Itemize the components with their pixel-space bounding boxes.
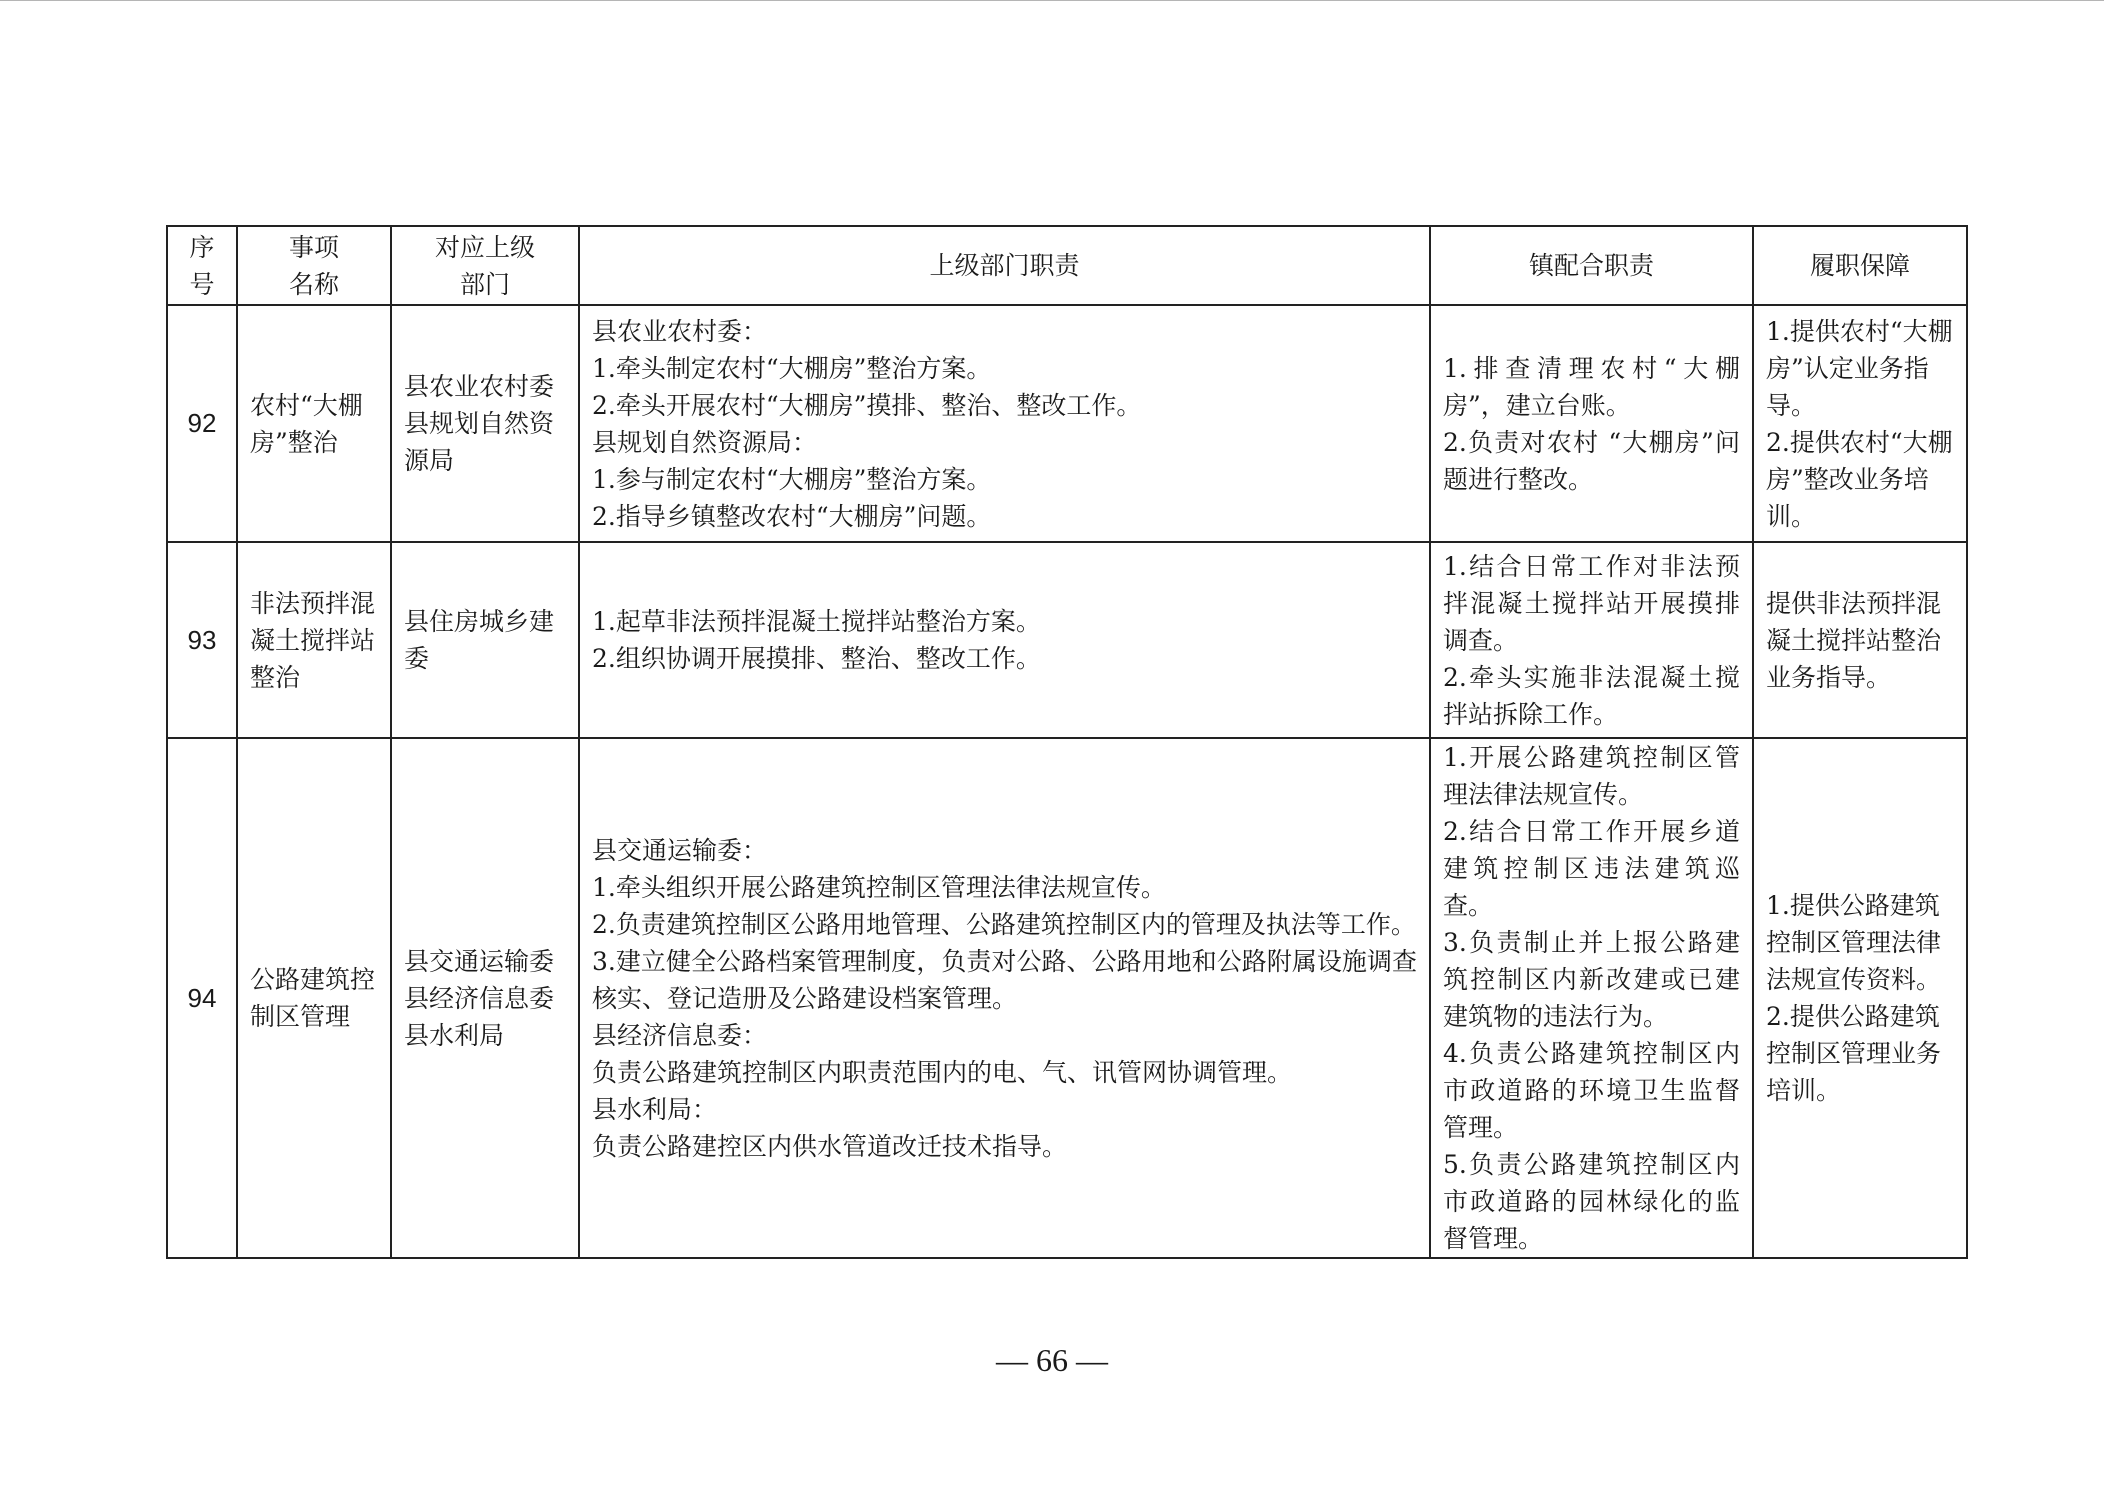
row-item-name: 农村“大棚房”整治	[237, 305, 391, 542]
page-top-border	[0, 0, 2104, 1]
row-dept: 县住房城乡建委	[391, 542, 579, 738]
header-guarantee: 履职保障	[1753, 226, 1967, 305]
row-dept: 县农业农村委 县规划自然资源局	[391, 305, 579, 542]
header-dept: 对应上级 部门	[391, 226, 579, 305]
header-seq: 序 号	[167, 226, 237, 305]
row-superior-duty: 1.起草非法预拌混凝土搅拌站整治方案。 2.组织协调开展摸排、整治、整改工作。	[579, 542, 1430, 738]
row-seq: 93	[167, 542, 237, 738]
table-row	[167, 305, 1967, 542]
row-town-duty: 1.排查清理农村“大棚房”，建立台账。 2.负责对农村 “大棚房”问题进行整改。	[1430, 305, 1753, 542]
duty-table	[166, 225, 1968, 1259]
row-guarantee: 1.提供农村“大棚房”认定业务指导。 2.提供农村“大棚房”整改业务培训。	[1753, 305, 1967, 542]
header-town-duty: 镇配合职责	[1430, 226, 1753, 305]
row-item-name: 非法预拌混凝土搅拌站整治	[237, 542, 391, 738]
header-superior-duty: 上级部门职责	[579, 226, 1430, 305]
table-row	[167, 738, 1967, 1258]
table-row	[167, 542, 1967, 738]
row-town-duty: 1.结合日常工作对非法预拌混凝土搅拌站开展摸排调查。 2.牵头实施非法混凝土搅拌站拆除工作。	[1430, 542, 1753, 738]
header-item-name: 事项 名称	[237, 226, 391, 305]
row-dept: 县交通运输委 县经济信息委 县水利局	[391, 738, 579, 1258]
row-guarantee: 1.提供公路建筑控制区管理法律法规宣传资料。 2.提供公路建筑控制区管理业务培训。	[1753, 738, 1967, 1258]
page-number: — 66 —	[996, 1342, 1108, 1378]
row-town-duty: 1.开展公路建筑控制区管理法律法规宣传。 2.结合日常工作开展乡道建筑控制区违法建筑巡查。 3.负责制止并上报公路建筑控制区内新改建或已建建筑物的违法行为。 4.负责公路建筑控制区内市政道路的环境卫生监督管理。 5.负责公路建筑控制区内市政道路的园林绿化的监督管理。	[1430, 738, 1753, 1258]
row-seq: 92	[167, 305, 237, 542]
table-header-row	[167, 226, 1967, 305]
row-seq: 94	[167, 738, 237, 1258]
row-guarantee: 提供非法预拌混凝土搅拌站整治业务指导。	[1753, 542, 1967, 738]
row-superior-duty: 县交通运输委： 1.牵头组织开展公路建筑控制区管理法律法规宣传。 2.负责建筑控制区公路用地管理、公路建筑控制区内的管理及执法等工作。 3.建立健全公路档案管理制度，负责对公路、公路用地和公路附属设施调查核实、登记造册及公路建设档案管理。 县经济信息委： 负责公路建筑控制区内职责范围内的电、气、讯管网协调管理。 县水利局： 负责公路建控区内供水管道改迁技术指导。	[579, 738, 1430, 1258]
row-item-name: 公路建筑控制区管理	[237, 738, 391, 1258]
row-superior-duty: 县农业农村委： 1.牵头制定农村“大棚房”整治方案。 2.牵头开展农村“大棚房”摸排、整治、整改工作。 县规划自然资源局： 1.参与制定农村“大棚房”整治方案。 2.指导乡镇整改农村“大棚房”问题。	[579, 305, 1430, 542]
